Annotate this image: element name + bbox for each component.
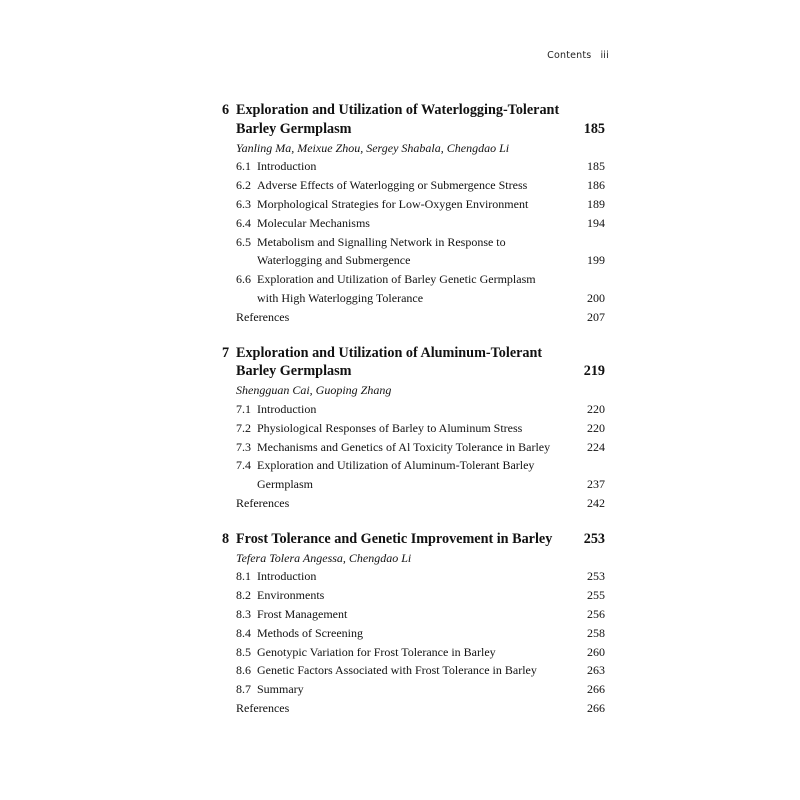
- section-page-number: 220: [587, 401, 605, 416]
- section-title: Adverse Effects of Waterlogging or Submergence Stress: [257, 178, 528, 193]
- running-header-title: Contents: [547, 50, 592, 61]
- section-page-number: 242: [587, 495, 605, 510]
- section-title: Morphological Strategies for Low-Oxygen Environment: [257, 196, 529, 211]
- section-title: Introduction: [257, 159, 317, 174]
- section-page-number: 199: [587, 253, 605, 268]
- section-page-number: 263: [587, 663, 605, 678]
- chapter-title-line[interactable]: [222, 362, 605, 381]
- chapter-number: 6: [222, 102, 230, 118]
- section-title: Metabolism and Signalling Network in Response to: [257, 234, 506, 249]
- table-of-contents: [222, 101, 605, 735]
- section-page-number: 258: [587, 625, 605, 640]
- section-title: References: [236, 495, 290, 510]
- section-number: 8.3: [236, 606, 251, 621]
- section-number: 7.4: [236, 458, 251, 473]
- section-number: 8.4: [236, 625, 251, 640]
- section-page-number: 253: [587, 569, 605, 584]
- section-entry[interactable]: [222, 661, 605, 680]
- chapter-entry: [222, 344, 605, 513]
- section-entry[interactable]: [222, 624, 605, 643]
- section-number: 8.7: [236, 682, 251, 697]
- section-title: Introduction: [257, 401, 317, 416]
- chapter-title-text: Frost Tolerance and Genetic Improvement in Barley: [236, 530, 553, 547]
- references-entry[interactable]: [222, 699, 605, 718]
- section-page-number: 255: [587, 588, 605, 603]
- page-number: iii: [600, 50, 609, 61]
- section-title: Frost Management: [257, 606, 348, 621]
- section-entry[interactable]: [222, 214, 605, 233]
- section-entry[interactable]: [222, 419, 605, 438]
- section-number: 7.2: [236, 420, 251, 435]
- section-title: References: [236, 700, 290, 715]
- section-entry[interactable]: [222, 438, 605, 457]
- section-page-number: 207: [587, 309, 605, 324]
- section-page-number: 189: [587, 196, 605, 211]
- chapter-authors: Shengguan Cai, Guoping Zhang: [236, 383, 392, 398]
- section-title: Genotypic Variation for Frost Tolerance in Barley: [257, 644, 496, 659]
- references-entry[interactable]: [222, 494, 605, 513]
- section-entry[interactable]: [222, 157, 605, 176]
- running-header: [547, 50, 609, 61]
- section-number: 6.2: [236, 178, 251, 193]
- section-number: 6.5: [236, 234, 251, 249]
- section-number: 8.5: [236, 644, 251, 659]
- chapter-entry: [222, 530, 605, 718]
- section-entry[interactable]: [222, 567, 605, 586]
- section-entry[interactable]: [222, 195, 605, 214]
- section-title: Molecular Mechanisms: [257, 215, 370, 230]
- section-entry[interactable]: [222, 643, 605, 662]
- chapter-entry: [222, 101, 605, 327]
- section-title: Introduction: [257, 569, 317, 584]
- section-page-number: 224: [587, 439, 605, 454]
- section-title: Waterlogging and Submergence: [257, 253, 411, 268]
- section-title: Mechanisms and Genetics of Al Toxicity Tolerance in Barley: [257, 439, 551, 454]
- chapter-title-text: Exploration and Utilization of Aluminum-Tolerant: [236, 344, 543, 361]
- chapter-title-line[interactable]: [222, 101, 605, 120]
- section-page-number: 237: [587, 477, 605, 492]
- section-number: 6.4: [236, 215, 251, 230]
- section-entry[interactable]: [222, 270, 605, 289]
- section-number: 6.6: [236, 272, 251, 287]
- references-entry[interactable]: [222, 308, 605, 327]
- section-title: Exploration and Utilization of Aluminum-Tolerant Barley: [257, 458, 535, 473]
- chapter-number: 8: [222, 530, 230, 547]
- section-entry[interactable]: [222, 233, 605, 252]
- section-entry[interactable]: [222, 289, 605, 308]
- chapter-title-text: Barley Germplasm: [236, 120, 352, 137]
- section-page-number: 185: [587, 159, 605, 174]
- section-entry[interactable]: [222, 475, 605, 494]
- section-entry[interactable]: [222, 251, 605, 270]
- chapter-number: 7: [222, 344, 230, 361]
- section-entry[interactable]: [222, 176, 605, 195]
- section-number: 6.3: [236, 196, 251, 211]
- section-number: 7.3: [236, 439, 251, 454]
- chapter-title-text: Barley Germplasm: [236, 363, 352, 380]
- chapter-page-number: 253: [583, 530, 605, 547]
- section-page-number: 186: [587, 178, 605, 193]
- section-title: Exploration and Utilization of Barley Genetic Germplasm: [257, 272, 536, 287]
- section-page-number: 194: [587, 215, 605, 230]
- section-number: 8.1: [236, 569, 251, 584]
- section-entry[interactable]: [222, 456, 605, 475]
- section-number: 7.1: [236, 401, 251, 416]
- section-number: 8.6: [236, 663, 251, 678]
- section-title: Methods of Screening: [257, 625, 363, 640]
- chapter-authors: Yanling Ma, Meixue Zhou, Sergey Shabala, Chengdao Li: [236, 140, 510, 155]
- section-entry[interactable]: [222, 605, 605, 624]
- section-page-number: 260: [587, 644, 605, 659]
- chapter-page-number: 185: [583, 120, 605, 137]
- section-title: Environments: [257, 588, 325, 603]
- chapter-page-number: 219: [583, 363, 605, 380]
- chapter-title-line[interactable]: [222, 120, 605, 139]
- section-title: Germplasm: [257, 477, 313, 492]
- chapter-title-line[interactable]: [222, 530, 605, 549]
- section-title: with High Waterlogging Tolerance: [257, 290, 424, 305]
- section-page-number: 256: [587, 606, 605, 621]
- section-page-number: 266: [587, 700, 605, 715]
- chapter-title-text: Exploration and Utilization of Waterlogging-Tolerant: [236, 102, 560, 118]
- section-title: Physiological Responses of Barley to Aluminum Stress: [257, 420, 523, 435]
- section-title: Summary: [257, 682, 304, 697]
- section-title: Genetic Factors Associated with Frost Tolerance in Barley: [257, 663, 537, 678]
- section-entry[interactable]: [222, 400, 605, 419]
- section-number: 8.2: [236, 588, 251, 603]
- section-entry[interactable]: [222, 680, 605, 699]
- section-page-number: 200: [587, 290, 605, 305]
- section-entry[interactable]: [222, 586, 605, 605]
- section-page-number: 266: [587, 682, 605, 697]
- chapter-title-line[interactable]: [222, 344, 605, 363]
- section-page-number: 220: [587, 420, 605, 435]
- chapter-authors: Tefera Tolera Angessa, Chengdao Li: [236, 550, 412, 565]
- section-title: References: [236, 309, 290, 324]
- section-number: 6.1: [236, 159, 251, 174]
